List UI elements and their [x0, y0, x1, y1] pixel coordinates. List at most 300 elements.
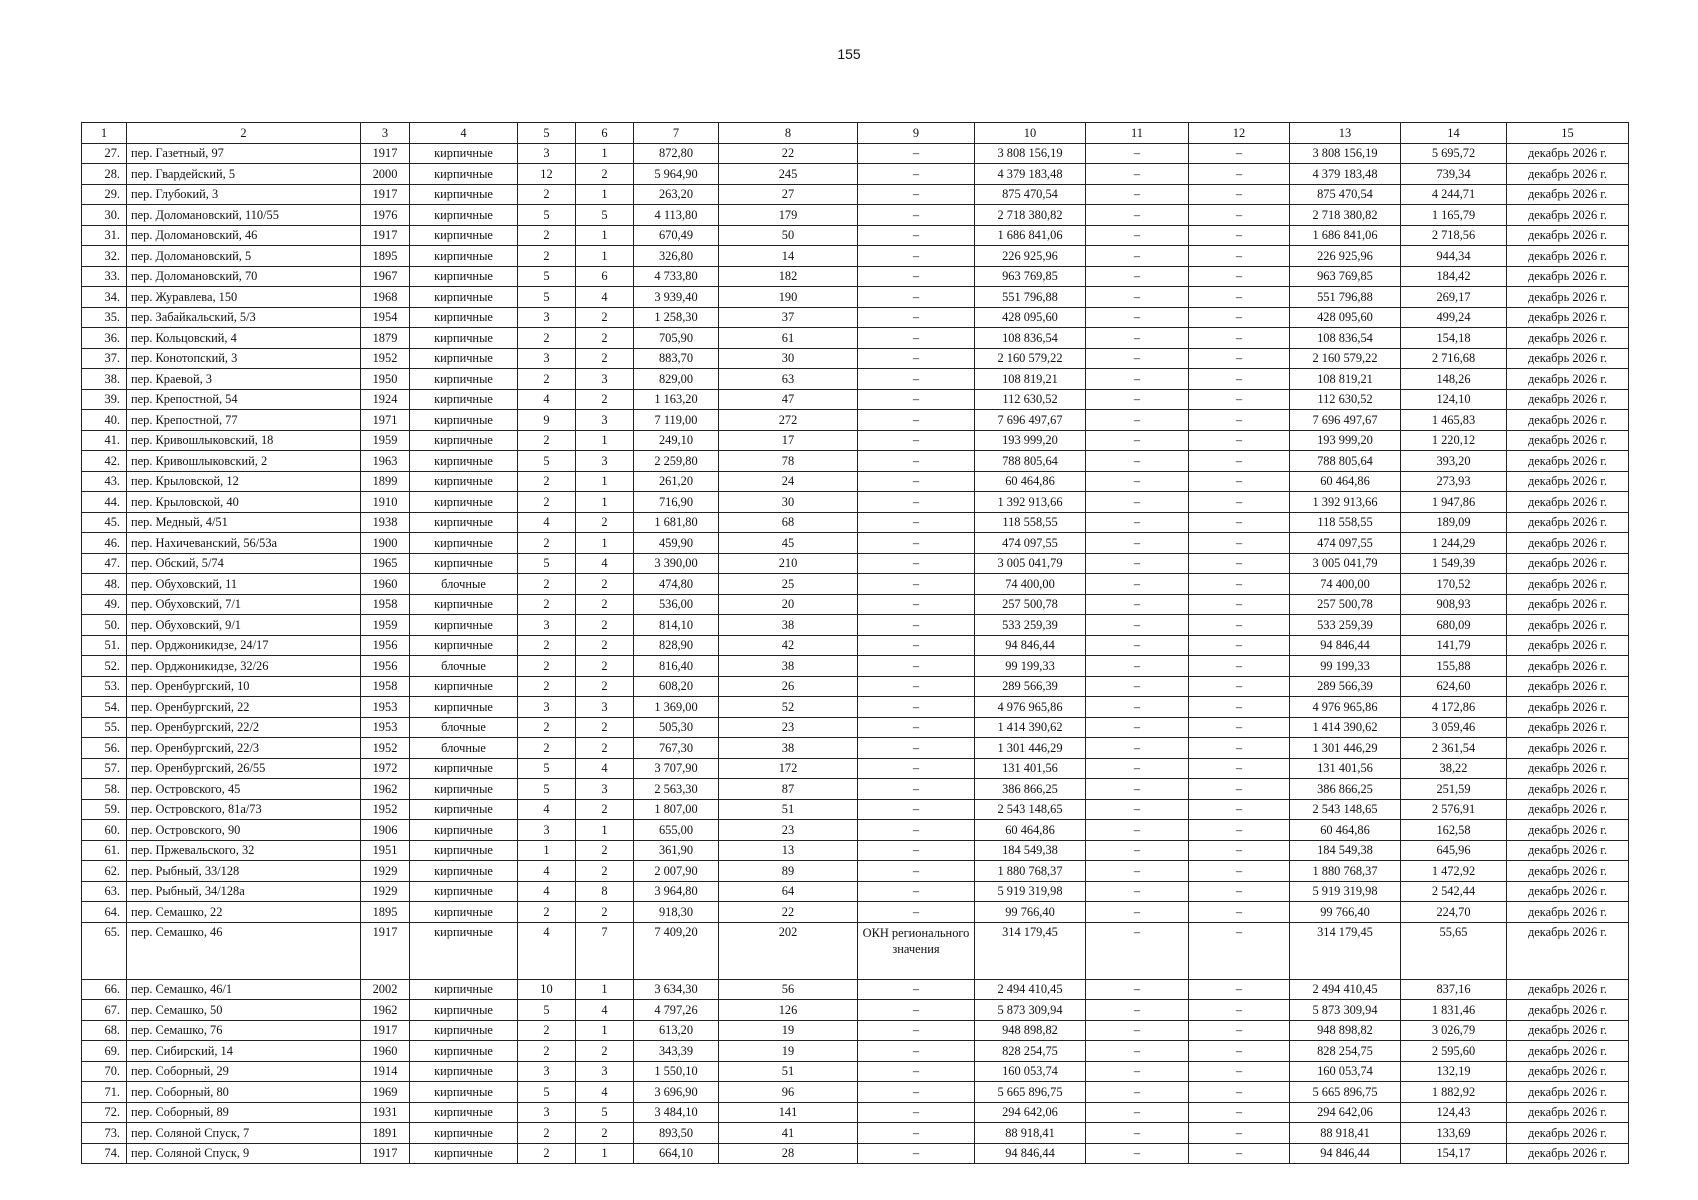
- table-cell-col-11: –: [1086, 697, 1189, 718]
- table-cell-col-10: 94 846,44: [975, 1143, 1086, 1164]
- table-cell-col-3: 1962: [361, 779, 410, 800]
- table-cell-col-12: –: [1189, 1102, 1290, 1123]
- column-header-10: 10: [975, 123, 1086, 144]
- table-row: [82, 840, 1629, 861]
- table-cell-col-15: декабрь 2026 г.: [1507, 1000, 1629, 1021]
- table-cell-col-4: кирпичные: [410, 779, 518, 800]
- table-cell-col-9: –: [858, 164, 975, 185]
- table-cell-col-1: 66.: [82, 979, 127, 1000]
- table-cell-col-11: –: [1086, 922, 1189, 979]
- table-cell-col-13: 7 696 497,67: [1290, 410, 1401, 431]
- table-cell-col-1: 58.: [82, 779, 127, 800]
- table-cell-col-13: 118 558,55: [1290, 512, 1401, 533]
- table-cell-col-5: 10: [518, 979, 576, 1000]
- table-cell-col-10: 294 642,06: [975, 1102, 1086, 1123]
- table-cell-col-13: 294 642,06: [1290, 1102, 1401, 1123]
- table-cell-col-2: пер. Кольцовский, 4: [127, 328, 361, 349]
- table-cell-col-9: –: [858, 348, 975, 369]
- table-cell-col-9: –: [858, 369, 975, 390]
- table-cell-col-14: 132,19: [1401, 1061, 1507, 1082]
- table-cell-col-7: 816,40: [634, 656, 719, 677]
- table-cell-col-13: 94 846,44: [1290, 635, 1401, 656]
- table-cell-col-12: –: [1189, 1000, 1290, 1021]
- table-cell-col-10: 828 254,75: [975, 1041, 1086, 1062]
- table-cell-col-2: пер. Забайкальский, 5/3: [127, 307, 361, 328]
- table-cell-col-12: –: [1189, 738, 1290, 759]
- table-cell-col-12: –: [1189, 1020, 1290, 1041]
- table-cell-col-1: 47.: [82, 553, 127, 574]
- table-cell-col-2: пер. Соляной Спуск, 9: [127, 1143, 361, 1164]
- table-cell-col-3: 1968: [361, 287, 410, 308]
- table-cell-col-11: –: [1086, 451, 1189, 472]
- table-cell-col-7: 883,70: [634, 348, 719, 369]
- table-cell-col-6: 2: [576, 594, 634, 615]
- table-cell-col-7: 7 409,20: [634, 922, 719, 979]
- table-cell-col-13: 1 414 390,62: [1290, 717, 1401, 738]
- table-cell-col-11: –: [1086, 1143, 1189, 1164]
- table-cell-col-6: 2: [576, 164, 634, 185]
- table-cell-col-2: пер. Оренбургский, 22/3: [127, 738, 361, 759]
- table-cell-col-12: –: [1189, 533, 1290, 554]
- table-cell-col-10: 1 392 913,66: [975, 492, 1086, 513]
- table-cell-col-2: пер. Оренбургский, 26/55: [127, 758, 361, 779]
- table-cell-col-6: 5: [576, 1102, 634, 1123]
- table-cell-col-5: 1: [518, 840, 576, 861]
- table-cell-col-14: 837,16: [1401, 979, 1507, 1000]
- table-cell-col-8: 52: [719, 697, 858, 718]
- table-cell-col-14: 124,10: [1401, 389, 1507, 410]
- table-cell-col-15: декабрь 2026 г.: [1507, 348, 1629, 369]
- table-cell-col-2: пер. Орджоникидзе, 32/26: [127, 656, 361, 677]
- table-cell-col-9: –: [858, 656, 975, 677]
- table-cell-col-10: 1 686 841,06: [975, 225, 1086, 246]
- table-cell-col-14: 3 059,46: [1401, 717, 1507, 738]
- table-cell-col-12: –: [1189, 697, 1290, 718]
- table-cell-col-9: –: [858, 979, 975, 1000]
- table-cell-col-3: 1956: [361, 635, 410, 656]
- table-cell-col-12: –: [1189, 307, 1290, 328]
- table-cell-col-15: декабрь 2026 г.: [1507, 1082, 1629, 1103]
- table-cell-col-6: 1: [576, 1143, 634, 1164]
- table-cell-col-7: 664,10: [634, 1143, 719, 1164]
- table-cell-col-7: 4 733,80: [634, 266, 719, 287]
- table-cell-col-11: –: [1086, 553, 1189, 574]
- table-cell-col-12: –: [1189, 389, 1290, 410]
- table-cell-col-15: декабрь 2026 г.: [1507, 594, 1629, 615]
- table-row: [82, 205, 1629, 226]
- table-cell-col-3: 1938: [361, 512, 410, 533]
- table-cell-col-12: –: [1189, 779, 1290, 800]
- table-cell-col-9: –: [858, 574, 975, 595]
- table-row: [82, 287, 1629, 308]
- table-cell-col-3: 1917: [361, 225, 410, 246]
- table-cell-col-10: 131 401,56: [975, 758, 1086, 779]
- table-cell-col-8: 22: [719, 902, 858, 923]
- table-cell-col-3: 1960: [361, 574, 410, 595]
- table-cell-col-3: 2000: [361, 164, 410, 185]
- table-cell-col-1: 32.: [82, 246, 127, 267]
- table-cell-col-14: 269,17: [1401, 287, 1507, 308]
- table-cell-col-1: 28.: [82, 164, 127, 185]
- table-cell-col-15: декабрь 2026 г.: [1507, 738, 1629, 759]
- table-cell-col-2: пер. Доломановский, 5: [127, 246, 361, 267]
- table-cell-col-6: 4: [576, 1000, 634, 1021]
- table-cell-col-14: 1 831,46: [1401, 1000, 1507, 1021]
- table-cell-col-2: пер. Нахичеванский, 56/53а: [127, 533, 361, 554]
- table-cell-col-5: 2: [518, 1020, 576, 1041]
- table-cell-col-1: 70.: [82, 1061, 127, 1082]
- table-cell-col-1: 64.: [82, 902, 127, 923]
- table-cell-col-12: –: [1189, 492, 1290, 513]
- table-cell-col-6: 2: [576, 348, 634, 369]
- table-cell-col-5: 3: [518, 307, 576, 328]
- table-cell-col-8: 26: [719, 676, 858, 697]
- table-cell-col-12: –: [1189, 1123, 1290, 1144]
- table-cell-col-3: 1914: [361, 1061, 410, 1082]
- housing-table: [81, 122, 1629, 1164]
- table-cell-col-4: кирпичные: [410, 512, 518, 533]
- table-cell-col-13: 226 925,96: [1290, 246, 1401, 267]
- table-cell-col-3: 1917: [361, 1143, 410, 1164]
- table-row: [82, 1102, 1629, 1123]
- table-cell-col-3: 1953: [361, 697, 410, 718]
- table-cell-col-12: –: [1189, 143, 1290, 164]
- table-row: [82, 717, 1629, 738]
- table-row: [82, 1123, 1629, 1144]
- table-cell-col-14: 908,93: [1401, 594, 1507, 615]
- table-cell-col-5: 2: [518, 574, 576, 595]
- table-cell-col-10: 428 095,60: [975, 307, 1086, 328]
- table-cell-col-12: –: [1189, 861, 1290, 882]
- table-cell-col-1: 29.: [82, 184, 127, 205]
- table-cell-col-8: 63: [719, 369, 858, 390]
- table-cell-col-12: –: [1189, 902, 1290, 923]
- table-cell-col-13: 88 918,41: [1290, 1123, 1401, 1144]
- table-cell-col-3: 1962: [361, 1000, 410, 1021]
- table-cell-col-5: 3: [518, 820, 576, 841]
- table-cell-col-6: 2: [576, 389, 634, 410]
- table-cell-col-2: пер. Семашко, 50: [127, 1000, 361, 1021]
- table-cell-col-1: 31.: [82, 225, 127, 246]
- table-cell-col-13: 289 566,39: [1290, 676, 1401, 697]
- table-cell-col-5: 2: [518, 1123, 576, 1144]
- table-cell-col-14: 4 244,71: [1401, 184, 1507, 205]
- table-cell-col-13: 4 976 965,86: [1290, 697, 1401, 718]
- table-cell-col-2: пер. Островского, 81а/73: [127, 799, 361, 820]
- table-cell-col-9: –: [858, 881, 975, 902]
- table-row: [82, 594, 1629, 615]
- table-cell-col-15: декабрь 2026 г.: [1507, 492, 1629, 513]
- table-cell-col-4: кирпичные: [410, 697, 518, 718]
- table-cell-col-5: 2: [518, 738, 576, 759]
- column-header-6: 6: [576, 123, 634, 144]
- table-cell-col-5: 3: [518, 348, 576, 369]
- table-cell-col-13: 386 866,25: [1290, 779, 1401, 800]
- table-cell-col-3: 1967: [361, 266, 410, 287]
- table-cell-col-9: –: [858, 205, 975, 226]
- table-cell-col-11: –: [1086, 840, 1189, 861]
- table-row: [82, 143, 1629, 164]
- table-cell-col-3: 1917: [361, 922, 410, 979]
- table-cell-col-1: 40.: [82, 410, 127, 431]
- table-cell-col-9: –: [858, 1082, 975, 1103]
- table-cell-col-4: кирпичные: [410, 328, 518, 349]
- table-cell-col-3: 1965: [361, 553, 410, 574]
- table-cell-col-9: –: [858, 307, 975, 328]
- table-cell-col-8: 41: [719, 1123, 858, 1144]
- table-cell-col-4: кирпичные: [410, 922, 518, 979]
- table-cell-col-7: 893,50: [634, 1123, 719, 1144]
- table-cell-col-14: 1 465,83: [1401, 410, 1507, 431]
- table-cell-col-11: –: [1086, 635, 1189, 656]
- table-cell-col-3: 1917: [361, 1020, 410, 1041]
- table-row: [82, 922, 1629, 979]
- table-row: [82, 471, 1629, 492]
- table-cell-col-4: кирпичные: [410, 164, 518, 185]
- table-cell-col-4: кирпичные: [410, 758, 518, 779]
- table-cell-col-4: кирпичные: [410, 1123, 518, 1144]
- table-cell-col-3: 1959: [361, 615, 410, 636]
- table-cell-col-2: пер. Медный, 4/51: [127, 512, 361, 533]
- table-cell-col-2: пер. Рыбный, 34/128а: [127, 881, 361, 902]
- table-cell-col-5: 3: [518, 697, 576, 718]
- table-cell-col-11: –: [1086, 738, 1189, 759]
- table-cell-col-8: 17: [719, 430, 858, 451]
- table-cell-col-4: кирпичные: [410, 979, 518, 1000]
- table-cell-col-3: 1931: [361, 1102, 410, 1123]
- table-cell-col-5: 2: [518, 902, 576, 923]
- table-cell-col-15: декабрь 2026 г.: [1507, 840, 1629, 861]
- table-cell-col-9: –: [858, 553, 975, 574]
- table-cell-col-15: декабрь 2026 г.: [1507, 1020, 1629, 1041]
- table-cell-col-5: 5: [518, 1000, 576, 1021]
- table-cell-col-11: –: [1086, 369, 1189, 390]
- column-header-4: 4: [410, 123, 518, 144]
- table-cell-col-4: кирпичные: [410, 553, 518, 574]
- table-cell-col-7: 3 390,00: [634, 553, 719, 574]
- table-cell-col-11: –: [1086, 1000, 1189, 1021]
- table-cell-col-12: –: [1189, 246, 1290, 267]
- table-cell-col-11: –: [1086, 1102, 1189, 1123]
- table-cell-col-2: пер. Обуховский, 7/1: [127, 594, 361, 615]
- table-cell-col-1: 67.: [82, 1000, 127, 1021]
- table-cell-col-13: 788 805,64: [1290, 451, 1401, 472]
- table-cell-col-2: пер. Конотопский, 3: [127, 348, 361, 369]
- table-cell-col-4: блочные: [410, 717, 518, 738]
- table-cell-col-11: –: [1086, 328, 1189, 349]
- table-cell-col-13: 1 686 841,06: [1290, 225, 1401, 246]
- table-cell-col-13: 60 464,86: [1290, 471, 1401, 492]
- table-cell-col-11: –: [1086, 389, 1189, 410]
- table-cell-col-14: 499,24: [1401, 307, 1507, 328]
- column-header-3: 3: [361, 123, 410, 144]
- table-cell-col-14: 645,96: [1401, 840, 1507, 861]
- table-cell-col-3: 1972: [361, 758, 410, 779]
- table-cell-col-13: 160 053,74: [1290, 1061, 1401, 1082]
- table-cell-col-8: 51: [719, 799, 858, 820]
- table-row: [82, 820, 1629, 841]
- table-cell-col-9: –: [858, 266, 975, 287]
- table-cell-col-3: 1906: [361, 820, 410, 841]
- column-header-9: 9: [858, 123, 975, 144]
- table-cell-col-11: –: [1086, 1020, 1189, 1041]
- table-cell-col-15: декабрь 2026 г.: [1507, 225, 1629, 246]
- table-cell-col-6: 7: [576, 922, 634, 979]
- table-cell-col-6: 2: [576, 840, 634, 861]
- table-cell-col-13: 257 500,78: [1290, 594, 1401, 615]
- table-cell-col-1: 35.: [82, 307, 127, 328]
- table-cell-col-14: 189,09: [1401, 512, 1507, 533]
- table-cell-col-13: 1 301 446,29: [1290, 738, 1401, 759]
- table-cell-col-4: кирпичные: [410, 902, 518, 923]
- table-cell-col-11: –: [1086, 246, 1189, 267]
- table-cell-col-13: 99 199,33: [1290, 656, 1401, 677]
- table-cell-col-5: 3: [518, 615, 576, 636]
- table-cell-col-13: 2 718 380,82: [1290, 205, 1401, 226]
- table-cell-col-6: 2: [576, 307, 634, 328]
- table-cell-col-2: пер. Кривошлыковский, 18: [127, 430, 361, 451]
- table-cell-col-15: декабрь 2026 г.: [1507, 533, 1629, 554]
- table-cell-col-12: –: [1189, 512, 1290, 533]
- table-cell-col-14: 170,52: [1401, 574, 1507, 595]
- table-cell-col-5: 5: [518, 205, 576, 226]
- table-cell-col-9: –: [858, 738, 975, 759]
- table-cell-col-8: 245: [719, 164, 858, 185]
- table-cell-col-7: 872,80: [634, 143, 719, 164]
- table-cell-col-5: 2: [518, 594, 576, 615]
- table-cell-col-1: 42.: [82, 451, 127, 472]
- table-cell-col-14: 155,88: [1401, 656, 1507, 677]
- table-cell-col-6: 3: [576, 1061, 634, 1082]
- table-cell-col-1: 49.: [82, 594, 127, 615]
- table-row: [82, 369, 1629, 390]
- table-cell-col-15: декабрь 2026 г.: [1507, 779, 1629, 800]
- table-cell-col-4: кирпичные: [410, 389, 518, 410]
- table-cell-col-9: –: [858, 143, 975, 164]
- table-cell-col-14: 5 695,72: [1401, 143, 1507, 164]
- table-cell-col-12: –: [1189, 287, 1290, 308]
- table-cell-col-7: 767,30: [634, 738, 719, 759]
- table-cell-col-14: 2 361,54: [1401, 738, 1507, 759]
- table-cell-col-13: 3 808 156,19: [1290, 143, 1401, 164]
- table-cell-col-2: пер. Обский, 5/74: [127, 553, 361, 574]
- table-cell-col-6: 4: [576, 758, 634, 779]
- table-cell-col-10: 2 543 148,65: [975, 799, 1086, 820]
- table-cell-col-15: декабрь 2026 г.: [1507, 758, 1629, 779]
- table-cell-col-15: декабрь 2026 г.: [1507, 205, 1629, 226]
- table-row: [82, 164, 1629, 185]
- table-cell-col-13: 4 379 183,48: [1290, 164, 1401, 185]
- table-cell-col-15: декабрь 2026 г.: [1507, 143, 1629, 164]
- table-cell-col-13: 108 819,21: [1290, 369, 1401, 390]
- table-cell-col-6: 3: [576, 451, 634, 472]
- table-row: [82, 615, 1629, 636]
- table-cell-col-14: 624,60: [1401, 676, 1507, 697]
- table-cell-col-1: 57.: [82, 758, 127, 779]
- table-cell-col-5: 2: [518, 717, 576, 738]
- table-cell-col-3: 1960: [361, 1041, 410, 1062]
- table-cell-col-9: –: [858, 779, 975, 800]
- table-cell-col-2: пер. Соборный, 80: [127, 1082, 361, 1103]
- table-cell-col-7: 4 797,26: [634, 1000, 719, 1021]
- table-cell-col-14: 154,18: [1401, 328, 1507, 349]
- table-row: [82, 574, 1629, 595]
- table-cell-col-15: декабрь 2026 г.: [1507, 656, 1629, 677]
- table-cell-col-15: декабрь 2026 г.: [1507, 184, 1629, 205]
- table-cell-col-15: декабрь 2026 г.: [1507, 717, 1629, 738]
- table-cell-col-4: кирпичные: [410, 287, 518, 308]
- table-cell-col-6: 2: [576, 1123, 634, 1144]
- table-row: [82, 799, 1629, 820]
- table-cell-col-7: 1 681,80: [634, 512, 719, 533]
- table-cell-col-3: 1958: [361, 676, 410, 697]
- table-row: [82, 328, 1629, 349]
- table-cell-col-9: –: [858, 492, 975, 513]
- table-cell-col-13: 94 846,44: [1290, 1143, 1401, 1164]
- table-cell-col-10: 5 665 896,75: [975, 1082, 1086, 1103]
- column-header-5: 5: [518, 123, 576, 144]
- table-cell-col-8: 56: [719, 979, 858, 1000]
- table-cell-col-6: 4: [576, 287, 634, 308]
- table-cell-col-2: пер. Оренбургский, 10: [127, 676, 361, 697]
- table-cell-col-15: декабрь 2026 г.: [1507, 799, 1629, 820]
- table-cell-col-5: 2: [518, 533, 576, 554]
- table-cell-col-14: 1 549,39: [1401, 553, 1507, 574]
- table-cell-col-11: –: [1086, 1082, 1189, 1103]
- table-cell-col-4: кирпичные: [410, 1143, 518, 1164]
- table-row: [82, 758, 1629, 779]
- table-cell-col-8: 38: [719, 615, 858, 636]
- table-cell-col-3: 1976: [361, 205, 410, 226]
- column-header-7: 7: [634, 123, 719, 144]
- table-cell-col-9: –: [858, 1061, 975, 1082]
- table-row: [82, 656, 1629, 677]
- table-cell-col-14: 1 165,79: [1401, 205, 1507, 226]
- table-cell-col-9: –: [858, 389, 975, 410]
- table-row: [82, 512, 1629, 533]
- table-row: [82, 635, 1629, 656]
- table-cell-col-13: 963 769,85: [1290, 266, 1401, 287]
- table-cell-col-13: 131 401,56: [1290, 758, 1401, 779]
- table-cell-col-12: –: [1189, 328, 1290, 349]
- table-cell-col-14: 2 716,68: [1401, 348, 1507, 369]
- table-cell-col-8: 14: [719, 246, 858, 267]
- table-cell-col-1: 52.: [82, 656, 127, 677]
- table-cell-col-10: 314 179,45: [975, 922, 1086, 979]
- table-cell-col-3: 1956: [361, 656, 410, 677]
- table-cell-col-6: 1: [576, 430, 634, 451]
- table-cell-col-8: 87: [719, 779, 858, 800]
- table-cell-col-1: 44.: [82, 492, 127, 513]
- table-cell-col-11: –: [1086, 205, 1189, 226]
- table-cell-col-7: 828,90: [634, 635, 719, 656]
- table-cell-col-8: 126: [719, 1000, 858, 1021]
- table-cell-col-11: –: [1086, 1123, 1189, 1144]
- table-cell-col-8: 272: [719, 410, 858, 431]
- table-cell-col-9: –: [858, 615, 975, 636]
- table-cell-col-6: 1: [576, 979, 634, 1000]
- table-cell-col-6: 2: [576, 635, 634, 656]
- table-cell-col-1: 61.: [82, 840, 127, 861]
- table-cell-col-10: 184 549,38: [975, 840, 1086, 861]
- table-cell-col-1: 56.: [82, 738, 127, 759]
- table-cell-col-12: –: [1189, 979, 1290, 1000]
- table-cell-col-15: декабрь 2026 г.: [1507, 410, 1629, 431]
- table-cell-col-2: пер. Семашко, 76: [127, 1020, 361, 1041]
- table-cell-col-11: –: [1086, 574, 1189, 595]
- table-row: [82, 184, 1629, 205]
- table-cell-col-14: 1 947,86: [1401, 492, 1507, 513]
